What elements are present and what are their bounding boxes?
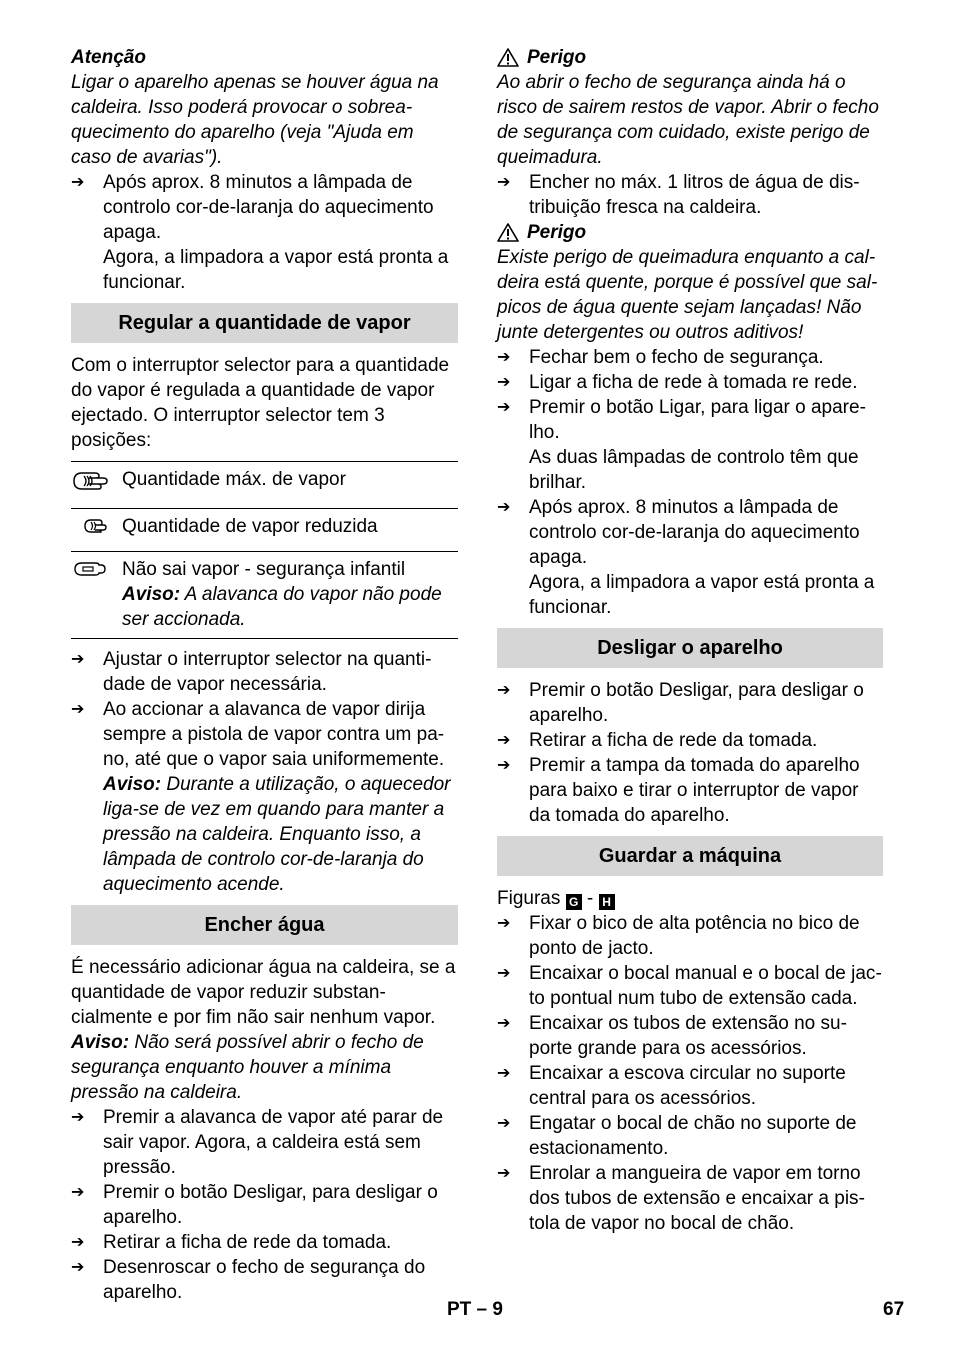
table-row: Não sai vapor - segurança infantil Aviso: A alavanca do vapor não pode ser accionada.	[71, 552, 458, 639]
list-item: ➔ Retirar a ficha de rede da tomada.	[71, 1232, 392, 1253]
attention-title: Atenção	[71, 47, 146, 68]
list-item: ➔ Engatar o bocal de chão no suporte de estacionamento.	[497, 1113, 857, 1159]
arrow-right-icon: ➔	[71, 651, 85, 668]
steam-off-icon	[71, 552, 122, 639]
list-item: ➔ Encaixar a escova circular no suporte central para os acessórios.	[497, 1063, 846, 1109]
arrow-right-icon: ➔	[497, 1015, 511, 1032]
step-continuation: Agora, a limpadora a vapor está pronta a funcionar.	[529, 572, 875, 618]
list-item: ➔ Encher no máx. 1 litros de água de distribuição fresca na caldeira.	[497, 172, 860, 218]
list-item: ➔ Após aprox. 8 minutos a lâmpada de controlo cor-de-laranja do aquecimento apaga.	[497, 497, 860, 568]
list-item: ➔ Premir a alavanca de vapor até parar de sair vapor. Agora, a caldeira está sem pressão.	[71, 1107, 444, 1178]
arrow-right-icon: ➔	[497, 1165, 511, 1182]
water-note: Aviso: Não será possível abrir o fecho de segurança enquanto houver a mínima pressão na caldeira.	[71, 1032, 424, 1103]
attention-text: Ligar o aparelho apenas se houver água na caldeira. Isso poderá provocar o sobreaquecimento do aparelho (veja "Ajuda em caso de avarias").	[71, 72, 439, 168]
list-item: ➔ Após aprox. 8 minutos a lâmpada de controlo cor-de-laranja do aquecimento apaga.	[71, 172, 434, 243]
list-item: ➔ Enrolar a mangueira de vapor em torno dos tubos de extensão e encaixar a pistola de vapor no bocal de chão.	[497, 1163, 865, 1234]
footer-section: PT – 9	[447, 1299, 503, 1320]
list-item: ➔ Premir o botão Ligar, para ligar o aparelho.	[497, 397, 866, 443]
figure-letter-g: G	[566, 894, 582, 910]
danger-text: Ao abrir o fecho de segurança ainda há o risco de sairem restos de vapor. Abrir o fecho de segurança com cuidado, existe perigo de queimadura.	[497, 72, 879, 168]
figures-ref: Figuras G - H	[497, 886, 883, 911]
arrow-right-icon: ➔	[71, 701, 85, 718]
arrow-right-icon: ➔	[497, 399, 511, 416]
left-column	[71, 45, 458, 1305]
danger-heading: Perigo	[497, 220, 883, 245]
arrow-right-icon: ➔	[71, 1259, 85, 1276]
steam-intro: Com o interruptor selector para a quantidade do vapor é regulada a quantidade de vapor ejectado. O interruptor selector tem 3 posições:	[71, 355, 450, 451]
list-item: ➔ Premir o botão Desligar, para desligar o aparelho.	[71, 1182, 438, 1228]
arrow-right-icon: ➔	[497, 349, 511, 366]
arrow-right-icon: ➔	[497, 174, 511, 191]
step-continuation: As duas lâmpadas de controlo têm que brilhar.	[529, 447, 859, 493]
danger-heading: Perigo	[497, 45, 883, 70]
list-item: ➔ Premir o botão Desligar, para desligar o aparelho.	[497, 680, 864, 726]
water-intro: É necessário adicionar água na caldeira, se a quantidade de vapor reduzir substancialmente e por fim não sair nenhum vapor.	[71, 957, 456, 1028]
list-item: ➔ Desenroscar o fecho de segurança do aparelho.	[71, 1257, 426, 1303]
arrow-right-icon: ➔	[497, 499, 511, 516]
arrow-right-icon: ➔	[497, 732, 511, 749]
warning-triangle-icon	[497, 223, 519, 242]
arrow-right-icon: ➔	[497, 757, 511, 774]
lever-note: Aviso: Durante a utilização, o aquecedor liga-se de vez em quando para manter a pressão na caldeira. Enquanto isso, a lâmpada de controlo cor-de-laranja do aquecimento acende.	[103, 774, 451, 895]
step-continuation: Agora, a limpadora a vapor está pronta a funcionar.	[103, 247, 449, 293]
steam-reduced-icon	[71, 509, 122, 552]
list-item: ➔ Ao accionar a alavanca de vapor dirija sempre a pistola de vapor contra um pano, até que o vapor saia uniformemente.	[71, 699, 445, 770]
arrow-right-icon: ➔	[497, 374, 511, 391]
steam-max-icon	[71, 462, 122, 509]
table-row: Quantidade máx. de vapor	[71, 462, 458, 509]
list-item: ➔ Encaixar o bocal manual e o bocal de jacto pontual num tubo de extensão cada.	[497, 963, 882, 1009]
arrow-right-icon: ➔	[497, 682, 511, 699]
section-heading-store: Guardar a máquina	[497, 836, 883, 876]
arrow-right-icon: ➔	[71, 174, 85, 191]
warning-triangle-icon	[497, 48, 519, 67]
figure-letter-h: H	[599, 894, 615, 910]
list-item: ➔ Retirar a ficha de rede da tomada.	[497, 730, 818, 751]
arrow-right-icon: ➔	[497, 1065, 511, 1082]
danger-text: Existe perigo de queimadura enquanto a caldeira está quente, porque é possível que salpicos de água quente sejam lançadas! Não junte detergentes ou outros aditivos!	[497, 247, 878, 343]
list-item: ➔ Premir a tampa da tomada do aparelho para baixo e tirar o interruptor de vapor da tomada do aparelho.	[497, 755, 860, 826]
list-item: ➔ Fixar o bico de alta potência no bico de ponto de jacto.	[497, 913, 860, 959]
arrow-right-icon: ➔	[71, 1184, 85, 1201]
section-heading-steam: Regular a quantidade de vapor	[71, 303, 458, 343]
section-heading-off: Desligar o aparelho	[497, 628, 883, 668]
arrow-right-icon: ➔	[497, 1115, 511, 1132]
arrow-right-icon: ➔	[497, 965, 511, 982]
right-column	[497, 45, 883, 1236]
note-label: Aviso:	[122, 584, 181, 605]
table-row: Quantidade de vapor reduzida	[71, 509, 458, 552]
steam-selector-table	[71, 461, 458, 639]
list-item: ➔ Ajustar o interruptor selector na quantidade de vapor necessária.	[71, 649, 432, 695]
list-item: ➔ Encaixar os tubos de extensão no suporte grande para os acessórios.	[497, 1013, 847, 1059]
page-number: 67	[883, 1299, 905, 1320]
list-item: ➔ Fechar bem o fecho de segurança.	[497, 347, 824, 368]
list-item: ➔ Ligar a ficha de rede à tomada re rede.	[497, 372, 858, 393]
arrow-right-icon: ➔	[71, 1234, 85, 1251]
arrow-right-icon: ➔	[71, 1109, 85, 1126]
section-heading-water: Encher água	[71, 905, 458, 945]
arrow-right-icon: ➔	[497, 915, 511, 932]
